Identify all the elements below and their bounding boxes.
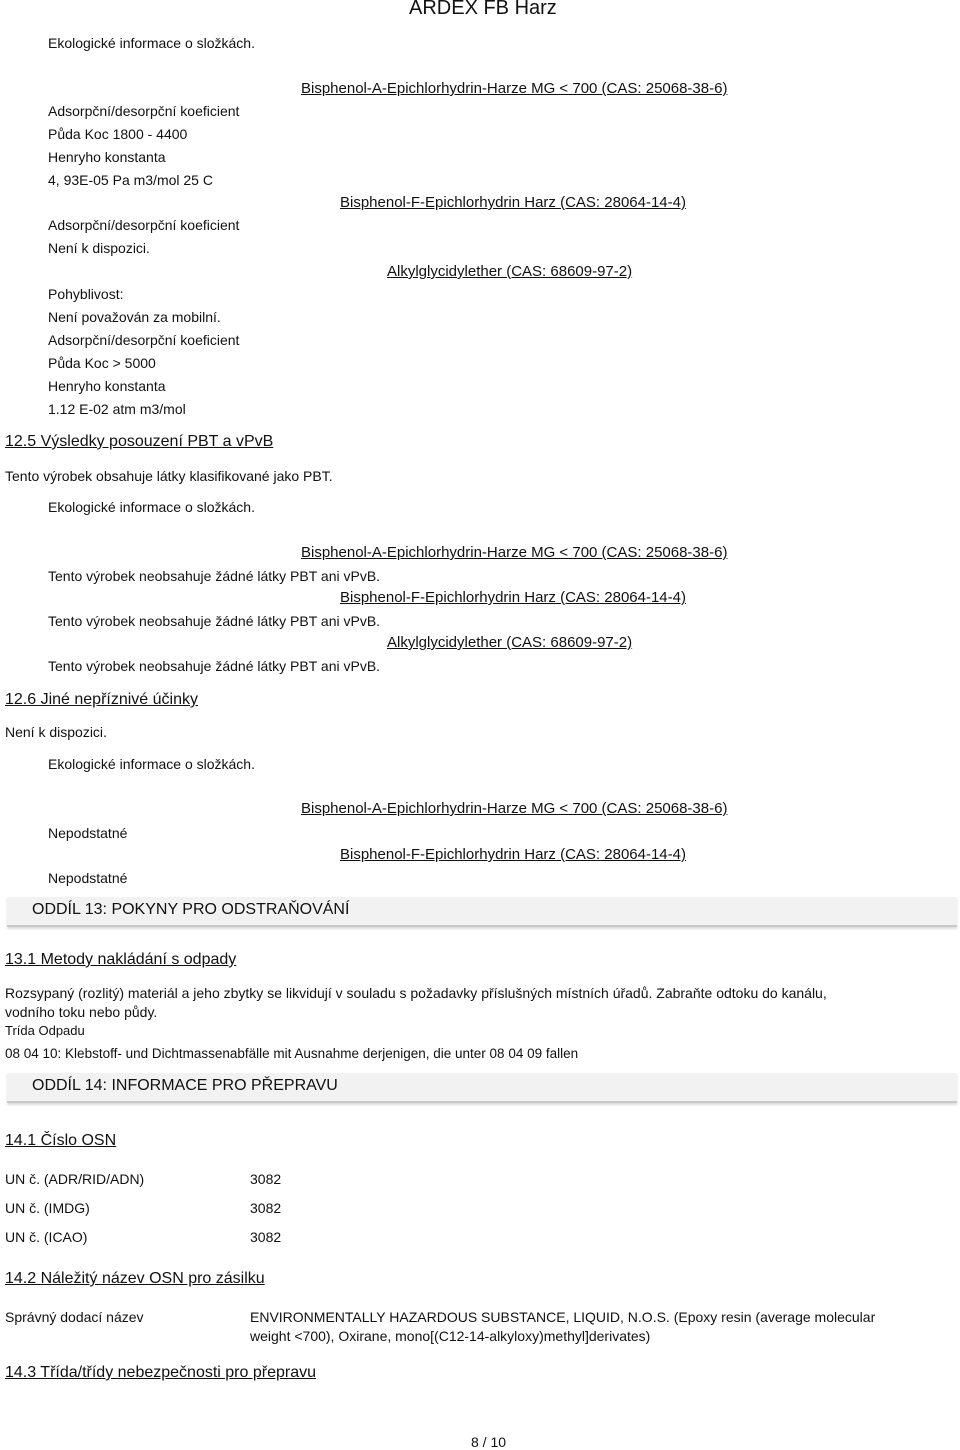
shipping-name: ENVIRONMENTALLY HAZARDOUS SUBSTANCE, LIQUID, N.O.S. (Epoxy resin (average molecular bbox=[250, 1309, 876, 1325]
un-value: 3082 bbox=[250, 1229, 282, 1245]
shipping-name: weight <700), Oxirane, mono[(C12-14-alkyloxy)methyl]derivates) bbox=[250, 1328, 651, 1344]
text-line: Tento výrobek neobsahuje žádné látky PBT ani vPvB. bbox=[48, 658, 381, 674]
component-name: Bisphenol-A-Epichlorhydrin-Harze MG < 700 (CAS: 25068-38-6) bbox=[301, 544, 728, 561]
eco-note: Ekologické informace o složkách. bbox=[48, 35, 255, 51]
un-value: 3082 bbox=[250, 1200, 282, 1216]
component-name: Bisphenol-F-Epichlorhydrin Harz (CAS: 28064-14-4) bbox=[340, 589, 686, 606]
text-line: Adsorpční/desorpční koeficient bbox=[48, 217, 240, 233]
eco-note: Ekologické informace o složkách. bbox=[48, 756, 255, 772]
section-header bbox=[7, 1073, 957, 1103]
text-line: 4, 93E-05 Pa m3/mol 25 C bbox=[48, 172, 213, 188]
text-line: Není k dispozici. bbox=[5, 724, 107, 740]
text-line: Pohyblivost: bbox=[48, 286, 124, 302]
text-line: Rozsypaný (rozlitý) materiál a jeho zbytky se likvidují v souladu s požadavky příslušných místních úřadů. Zabraňte odtoku do kanálu, bbox=[5, 985, 827, 1001]
component-name: Bisphenol-F-Epichlorhydrin Harz (CAS: 28064-14-4) bbox=[340, 846, 686, 863]
text-line: Nepodstatné bbox=[48, 825, 128, 841]
text-line: Půda Koc 1800 - 4400 bbox=[48, 126, 188, 142]
component-name: Alkylglycidylether (CAS: 68609-97-2) bbox=[387, 634, 633, 651]
section-header bbox=[7, 897, 957, 927]
field-label: Správný dodací název bbox=[5, 1309, 144, 1325]
field-label: Trída Odpadu bbox=[5, 1023, 85, 1038]
section-title: ODDÍL 14: INFORMACE PRO PŘEPRAVU bbox=[32, 1077, 338, 1094]
text-line: Nepodstatné bbox=[48, 870, 128, 886]
subsection-heading: 12.6 Jiné nepříznivé účinky bbox=[5, 691, 198, 708]
text-line: Půda Koc > 5000 bbox=[48, 355, 156, 371]
text-line: Tento výrobek neobsahuje žádné látky PBT ani vPvB. bbox=[48, 568, 381, 584]
un-value: 3082 bbox=[250, 1171, 282, 1187]
section-title: ODDÍL 13: POKYNY PRO ODSTRAŇOVÁNÍ bbox=[32, 901, 350, 918]
subsection-heading: 14.2 Náležitý název OSN pro zásilku bbox=[5, 1270, 265, 1287]
text-line: Adsorpční/desorpční koeficient bbox=[48, 332, 240, 348]
subsection-heading: 14.1 Číslo OSN bbox=[5, 1132, 117, 1149]
eco-note: Ekologické informace o složkách. bbox=[48, 499, 255, 515]
text-line: Není považován za mobilní. bbox=[48, 309, 221, 325]
page-number: 8 / 10 bbox=[471, 1434, 507, 1450]
text-line: Není k dispozici. bbox=[48, 240, 150, 256]
text-line: vodního toku nebo půdy. bbox=[5, 1004, 158, 1020]
un-label: UN č. (ADR/RID/ADN) bbox=[5, 1171, 145, 1187]
un-label: UN č. (IMDG) bbox=[5, 1200, 90, 1216]
component-name: Bisphenol-A-Epichlorhydrin-Harze MG < 700 (CAS: 25068-38-6) bbox=[301, 800, 728, 817]
waste-code: 08 04 10: Klebstoff- und Dichtmassenabfälle mit Ausnahme derjenigen, die unter 08 04 09 fallen bbox=[5, 1046, 579, 1061]
subsection-heading: 13.1 Metody nakládání s odpady bbox=[5, 951, 237, 968]
subsection-heading: 14.3 Třída/třídy nebezpečnosti pro přepravu bbox=[5, 1364, 316, 1381]
un-label: UN č. (ICAO) bbox=[5, 1229, 88, 1245]
text-line: Tento výrobek obsahuje látky klasifikované jako PBT. bbox=[5, 468, 333, 484]
text-line: Adsorpční/desorpční koeficient bbox=[48, 103, 240, 119]
text-line: Henryho konstanta bbox=[48, 149, 166, 165]
text-line: Tento výrobek neobsahuje žádné látky PBT ani vPvB. bbox=[48, 613, 381, 629]
component-name: Alkylglycidylether (CAS: 68609-97-2) bbox=[387, 263, 633, 280]
document-title: ARDEX FB Harz bbox=[409, 0, 557, 19]
text-line: 1.12 E-02 atm m3/mol bbox=[48, 401, 186, 417]
text-line: Henryho konstanta bbox=[48, 378, 166, 394]
subsection-heading: 12.5 Výsledky posouzení PBT a vPvB bbox=[5, 433, 274, 450]
component-name: Bisphenol-F-Epichlorhydrin Harz (CAS: 28064-14-4) bbox=[340, 194, 686, 211]
component-name: Bisphenol-A-Epichlorhydrin-Harze MG < 700 (CAS: 25068-38-6) bbox=[301, 80, 728, 97]
